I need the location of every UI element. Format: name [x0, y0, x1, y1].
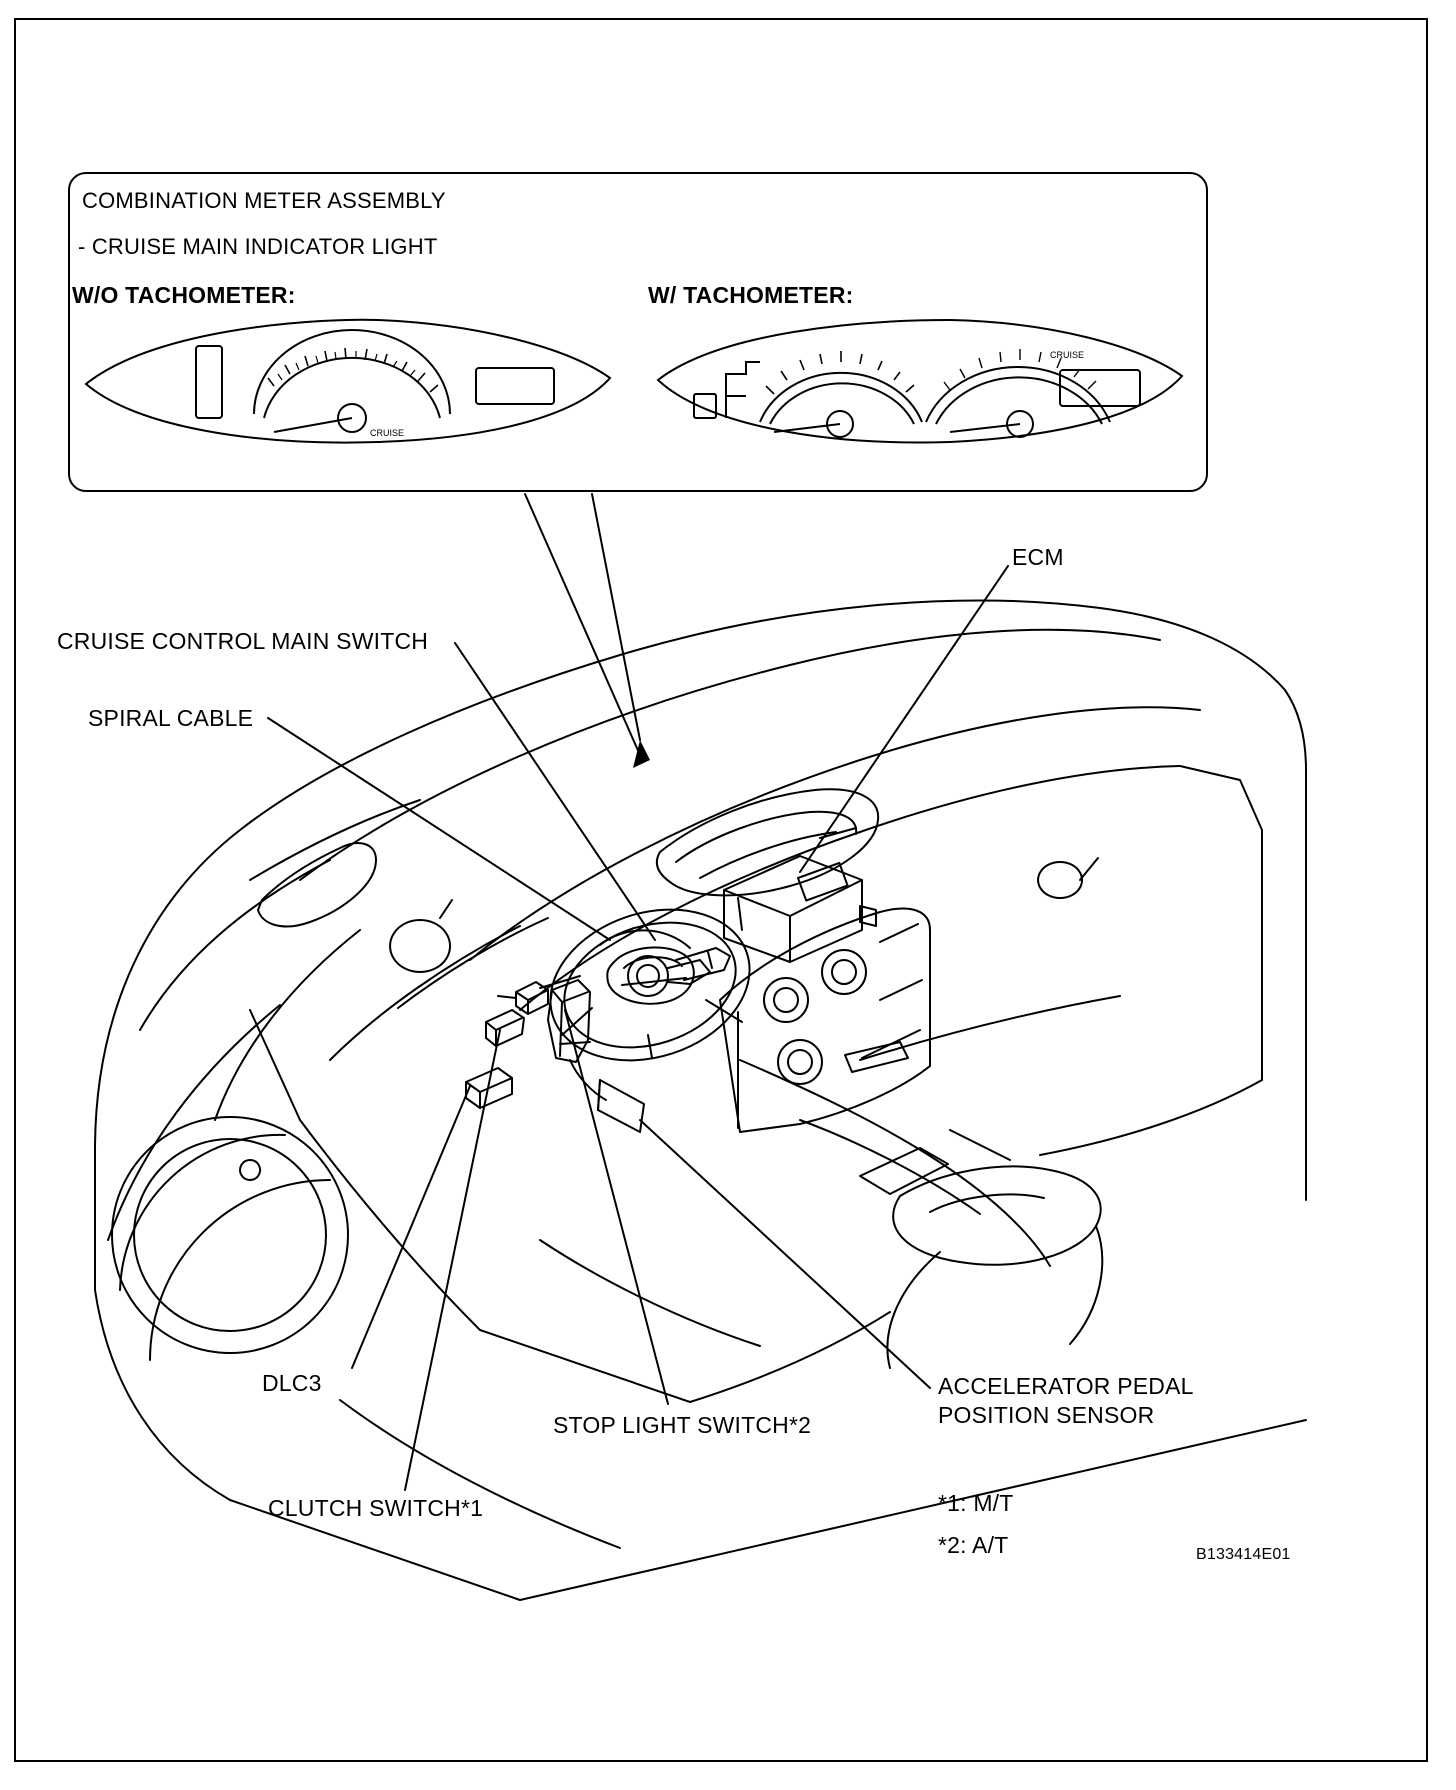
label-clutch-switch: CLUTCH SWITCH*1 [268, 1495, 484, 1521]
callout-subtitle: - CRUISE MAIN INDICATOR LIGHT [78, 234, 438, 259]
callout-title: COMBINATION METER ASSEMBLY [82, 188, 446, 213]
label-dlc3: DLC3 [262, 1370, 322, 1396]
meter-illustration-without-tachometer [78, 318, 618, 448]
meter-illustration-with-tachometer [650, 318, 1190, 448]
label-ecm: ECM [1012, 544, 1064, 570]
footnote-at: *2: A/T [938, 1532, 1009, 1558]
variant-label-without-tachometer: W/O TACHOMETER: [72, 282, 296, 308]
label-cruise-control-main-switch: CRUISE CONTROL MAIN SWITCH [57, 628, 429, 654]
cruise-indicator-text-wo: CRUISE [370, 428, 405, 438]
variant-label-with-tachometer: W/ TACHOMETER: [648, 282, 854, 308]
footnote-mt: *1: M/T [938, 1490, 1014, 1516]
label-stop-light-switch: STOP LIGHT SWITCH*2 [553, 1412, 812, 1438]
label-spiral-cable: SPIRAL CABLE [88, 705, 254, 731]
cruise-indicator-text-w: CRUISE [1050, 350, 1085, 360]
label-accelerator-pedal-position-sensor: ACCELERATOR PEDAL POSITION SENSOR [938, 1373, 1193, 1428]
figure-code: B133414E01 [1196, 1546, 1291, 1563]
